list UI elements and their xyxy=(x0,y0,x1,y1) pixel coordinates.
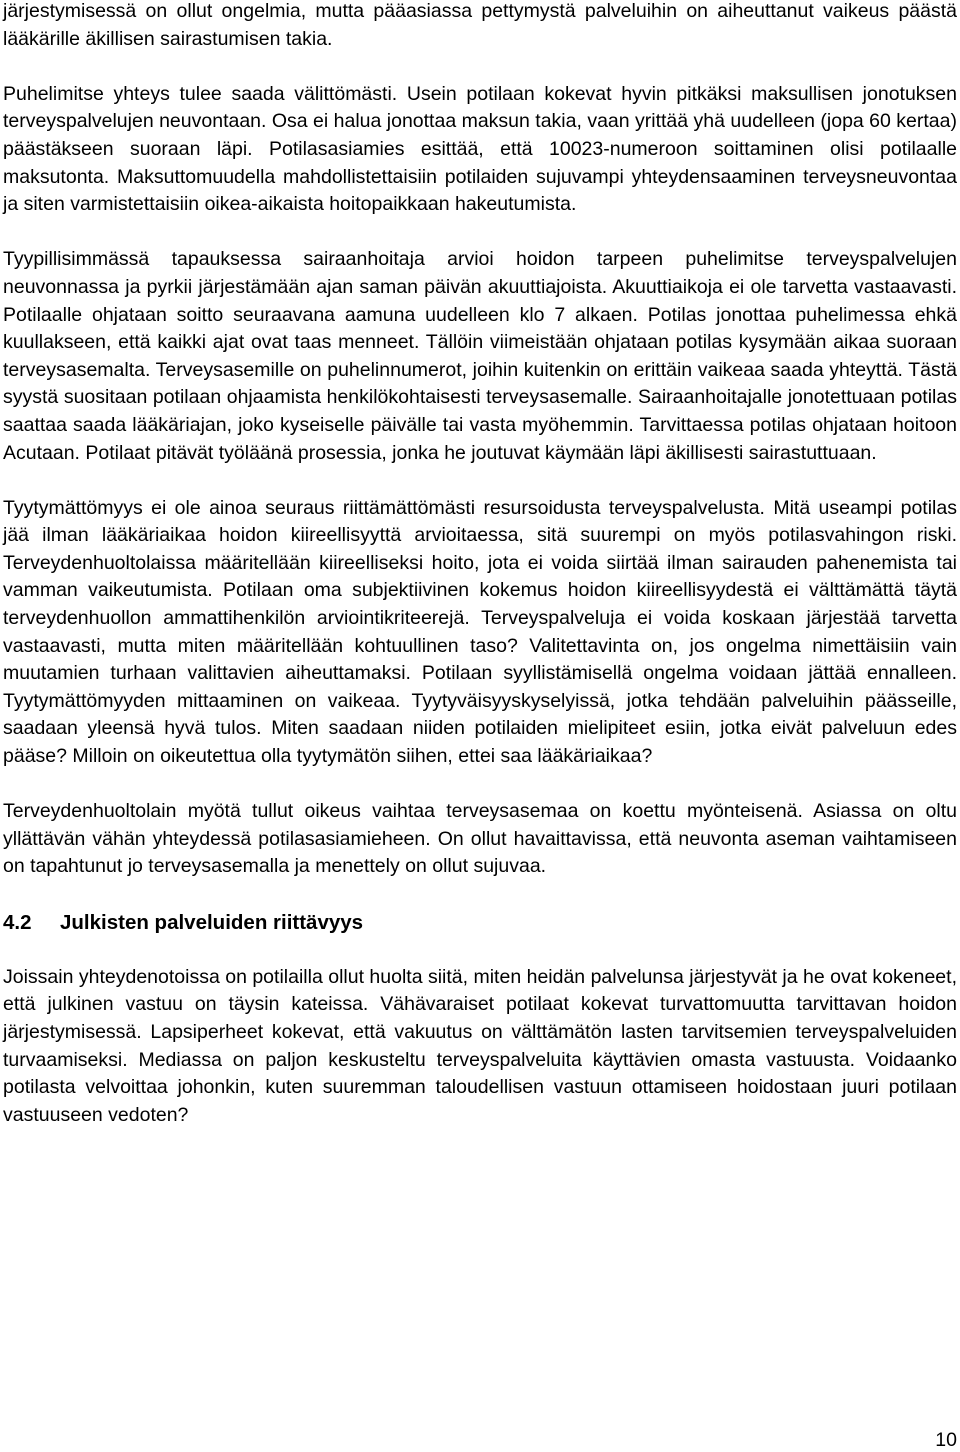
paragraph-3: Tyypillisimmässä tapauksessa sairaanhoitaja arvioi hoidon tarpeen puhelimitse terveyspalvelujen neuvonnassa ja pyrkii järjestämään ajan saman päivän akuuttiajoista. Akuuttiaikoja ei ole tarvetta vastaavasti. Potilaalle ohjataan soitto seuraavana aamuna uudelleen klo 7 alkaen. Potilas jonottaa puhelimessa ehkä kuullakseen, että kaikki ajat ovat taas menneet. Tällöin viimeistään ohjataan potilas kysymään aikaa suoraan terveysasemalta. Terveysasemille on puhelinnumerot, joihin kuitenkin on erittäin vaikeaa saada yhteyttä. Tästä syystä suositaan potilaan ohjaamista henkilökohtaisesti terveysasemalle. Sairaanhoitajalle jonotettuaan potilas saattaa saada lääkäriajan, joko kyseiselle päivälle tai vasta myöhemmin. Tarvittaessa potilas ohjataan hoitoon Acutaan. Potilaat pitävät työläänä prosessia, jonka he joutuvat käymään läpi äkillisesti sairastuttuaan. xyxy=(3,248,957,464)
paragraph-4: Tyytymättömyys ei ole ainoa seuraus riittämättömästi resursoidusta terveyspalvelusta. Mitä useampi potilas jää ilman lääkäriaikaa hoidon kiireellisyyttä arvioitaessa, sitä suurempi on myös potilasvahingon riski. Terveydenhuoltolaissa määritellään kiireelliseksi hoito, jota ei voida siirtää ilman sairauden pahenemista tai vamman vaikeutumista. Potilaan oma subjektiivinen kokemus hoidon kiireellisyydestä ei välttämättä täytä terveydenhuollon ammattihenkilön arviointikriteerejä. Terveyspalveluja ei voida koskaan järjestää tarvetta vastaavasti, mutta miten määritellään kohtuullinen taso? Valitettavinta on, jos ongelma nimettäisiin vain muutamien turhaan valittavien aiheuttamaksi. Potilaan syyllistämisellä ongelma voidaan jättää ennalleen. Tyytymättömyyden mittaaminen on vaikeaa. Tyytyväisyyskyselyissä, jotka tehdään palveluihin päässeille, saadaan yleensä hyvä tulos. Miten saadaan niiden potilaiden mielipiteet esiin, jotka eivät palveluun edes pääse? Milloin on oikeutettua olla tyytymätön siihen, ettei saa lääkäriaikaa? xyxy=(3,496,957,768)
paragraph-spacer xyxy=(3,467,957,495)
paragraph-1: järjestymisessä on ollut ongelmia, mutta pääasiassa pettymystä palveluihin on aiheuttanut vaikeus päästä lääkärille äkillisen sairastumisen takia. xyxy=(3,0,957,50)
paragraph-spacer xyxy=(3,936,957,964)
paragraph-5: Terveydenhuoltolain myötä tullut oikeus vaihtaa terveysasemaa on koettu myönteisenä. Asiassa on oltu yllättävän vähän yhteydessä potilasasiamieheen. On ollut havaittavissa, että neuvonta aseman vaihtamiseen on tapahtunut jo terveysasemalla ja menettely on ollut sujuvaa. xyxy=(3,800,957,878)
section-number: 4.2 xyxy=(3,910,32,934)
section-title: Julkisten palveluiden riittävyys xyxy=(60,910,364,934)
section-heading xyxy=(3,909,957,937)
page-number: 10 xyxy=(935,1429,957,1451)
paragraph-spacer xyxy=(3,219,957,247)
paragraph-spacer xyxy=(3,881,957,909)
paragraph-2: Puhelimitse yhteys tulee saada välittömästi. Usein potilaan kokevat hyvin pitkäksi maksullisen jonotuksen terveyspalvelujen neuvontaan. Osa ei halua jonottaa maksun takia, vaan yrittää yhä uudelleen (jopa 60 kertaa) päästäkseen suoraan läpi. Potilasasiamies esittää, että 10023-numeroon soittaminen olisi potilaalle maksutonta. Maksuttomuudella mahdollistettaisiin potilaiden sujuvampi yhteydensaaminen terveysneuvontaa ja siten varmistettaisiin oikea-aikaista hoitopaikkaan hakeutumista. xyxy=(3,82,957,216)
document-page xyxy=(3,0,957,1129)
paragraph-6: Joissain yhteydenotoissa on potilailla ollut huolta siitä, miten heidän palvelunsa järjestyvät ja he ovat kokeneet, että julkinen vastuu on täysin kateissa. Vähävaraiset potilaat kokevat turvattomuutta tarvittavan hoidon järjestymisessä. Lapsiperheet kokevat, että vakuutus on välttämätön lasten tarvitsemien terveyspalveluiden turvaamiseksi. Mediassa on paljon keskusteltu terveyspalveluita käyttävien omasta vastuusta. Voidaanko potilasta velvoittaa johonkin, kuten suuremman taloudellisen vastuun ottamiseen hoidostaan juuri potilaan vastuuseen vedoten? xyxy=(3,965,957,1126)
paragraph-spacer xyxy=(3,771,957,799)
paragraph-spacer xyxy=(3,53,957,81)
